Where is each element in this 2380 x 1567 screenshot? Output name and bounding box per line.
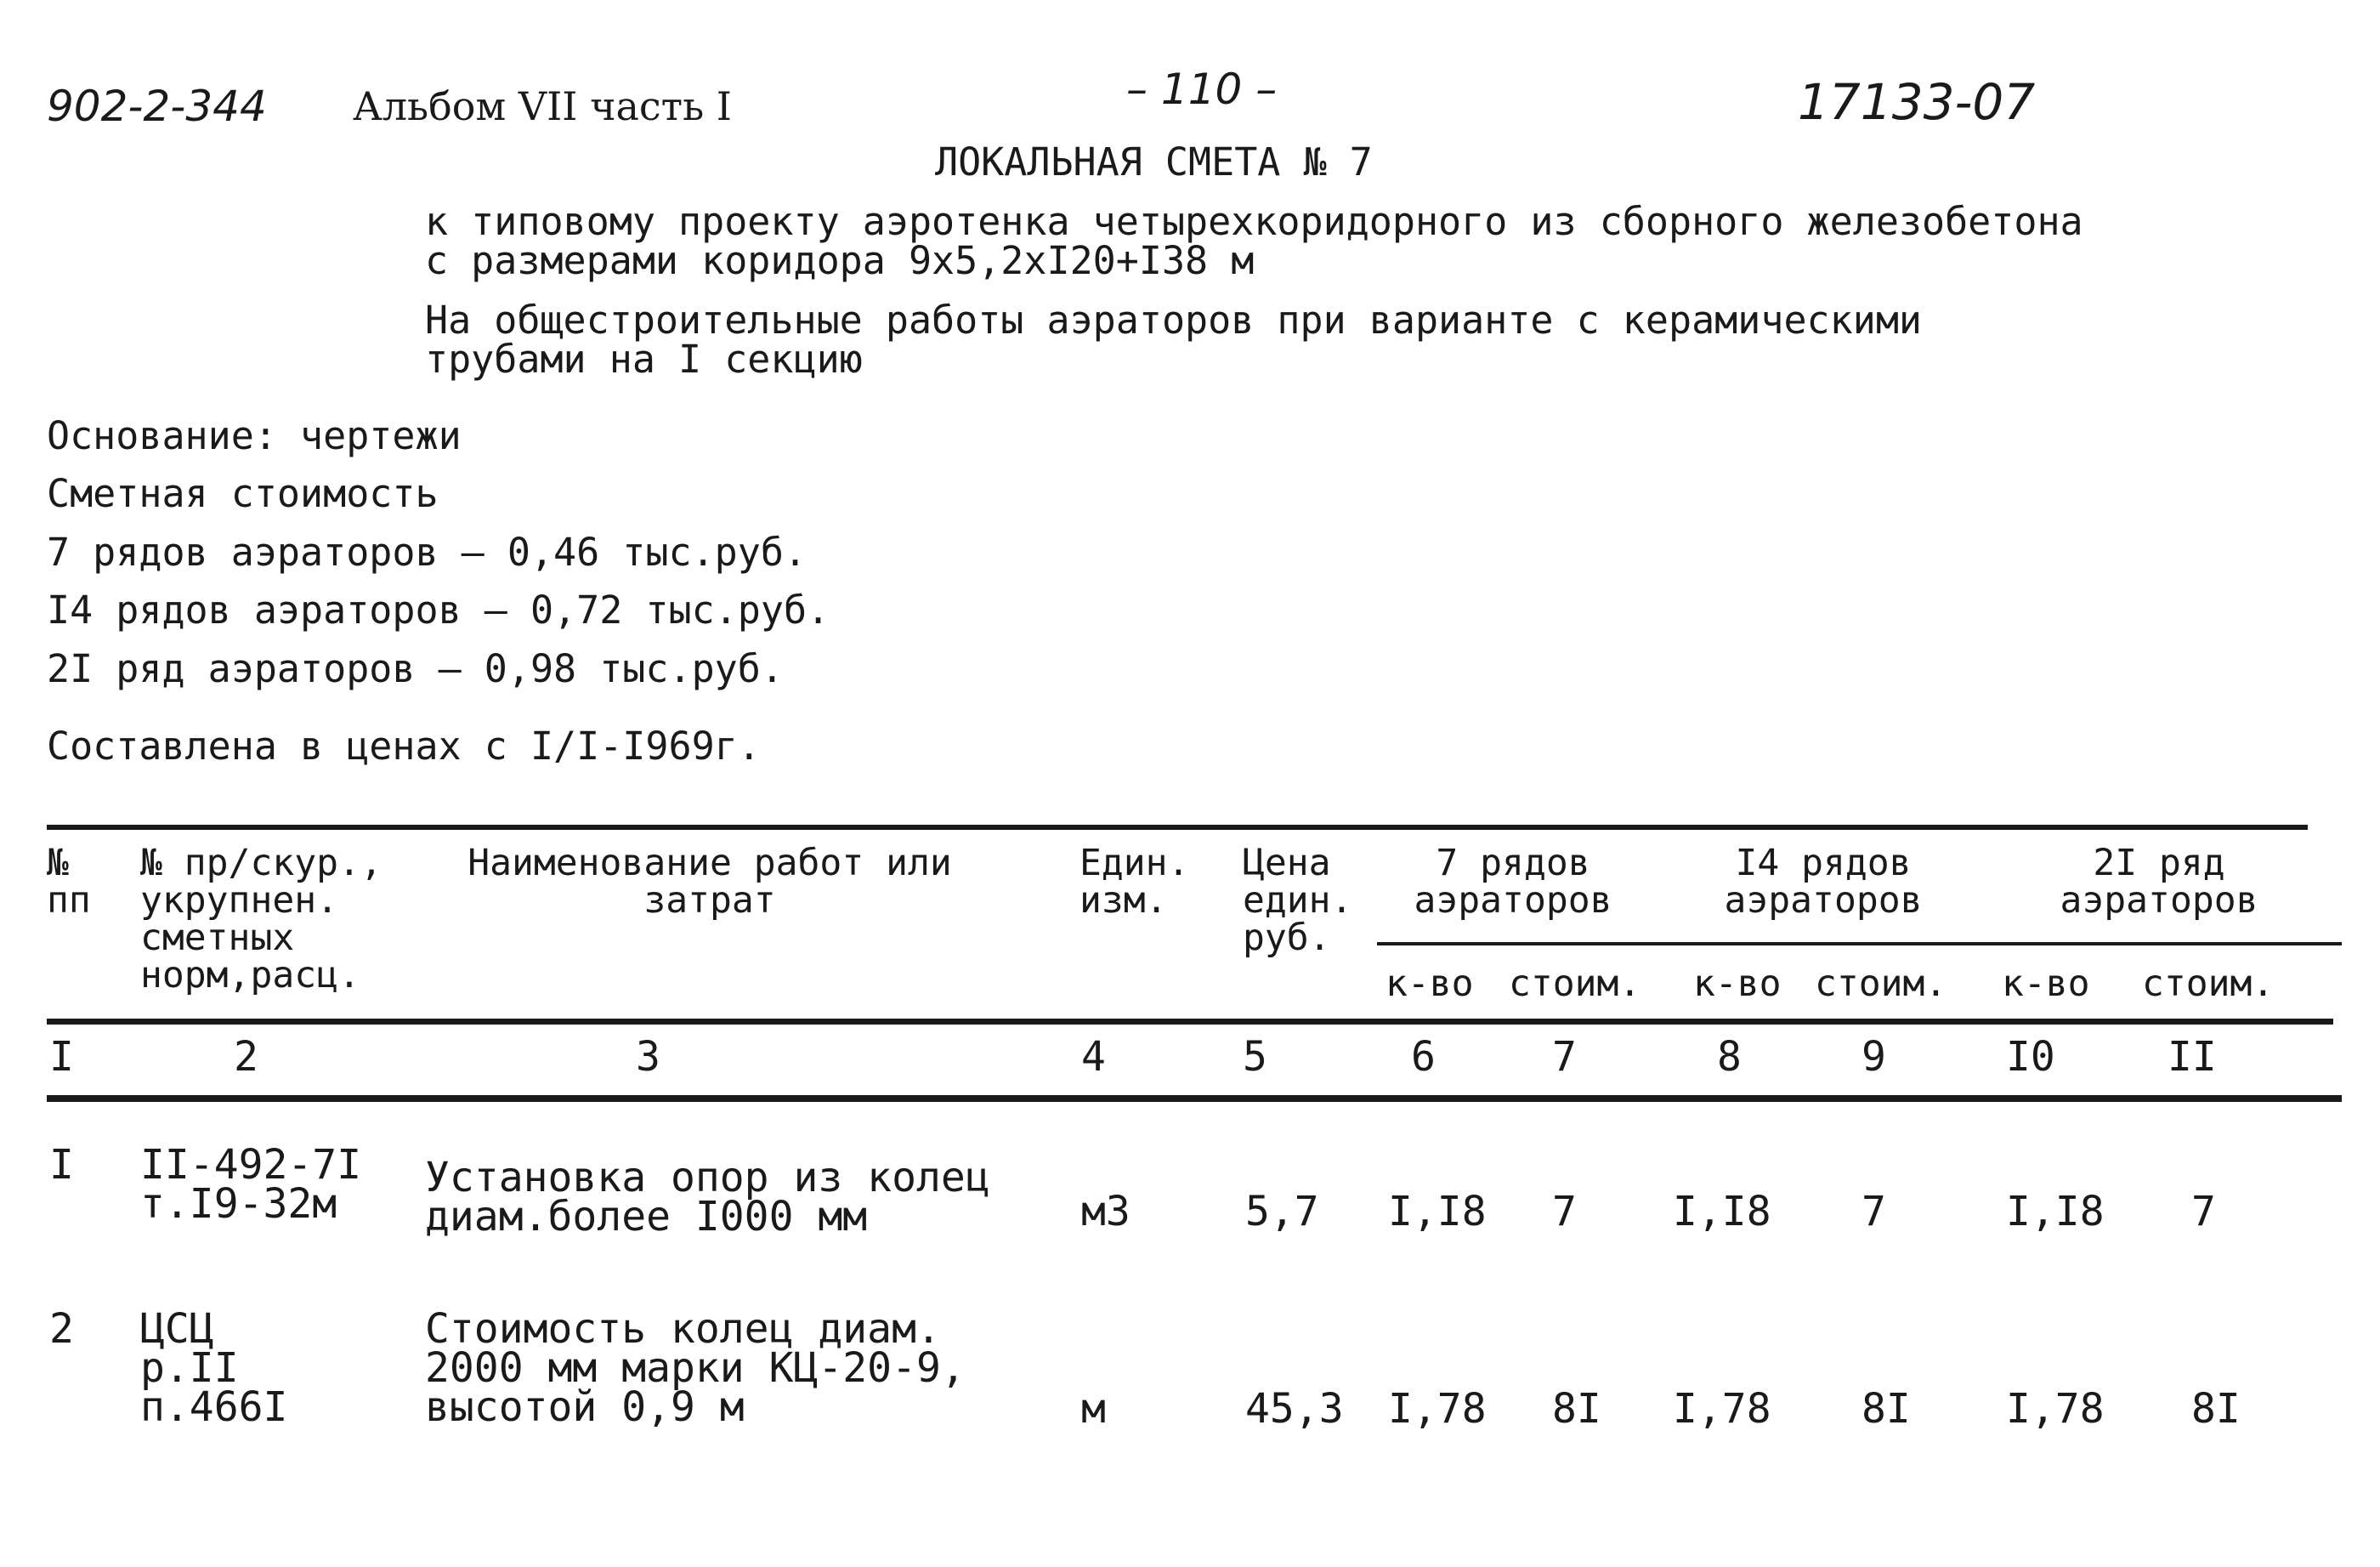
project-code: 902-2-344 <box>47 82 267 131</box>
header-norm-line-1: № пр/скур., <box>140 842 382 884</box>
table-row-2-cost-7: 8I <box>1552 1385 1601 1433</box>
subtitle-line-1: к типовому проекту аэротенка четырехкоридорного из сборного железобетона <box>425 199 2083 244</box>
row-1-name-line-1: Установка опор из колец <box>425 1154 990 1201</box>
header-group-7-line-1: 7 рядов <box>1436 842 1590 884</box>
header-num <box>47 842 91 922</box>
header-norm-line-4: норм,расц. <box>140 954 360 996</box>
header-num-line-1: № <box>47 842 69 884</box>
row-1-norm-line-1: II-492-7I <box>140 1141 362 1189</box>
table-row-1-name <box>425 1154 990 1241</box>
row-1-name-line-2: диам.более I000 мм <box>425 1193 868 1241</box>
subtitle-line-2: с размерами коридора 9х5,2хI20+I38 м <box>425 238 1255 283</box>
cost-label: Сметная стоимость <box>47 471 439 516</box>
table-row-2-norm <box>140 1305 288 1431</box>
header-qty-7: к-во <box>1386 962 1474 1005</box>
header-price-line-1: Цена <box>1243 842 1331 884</box>
header-group-21-line-1: 2I ряд <box>2093 842 2225 884</box>
table-row-2-price: 45,3 <box>1245 1385 1344 1433</box>
header-group-7-line-2: аэраторов <box>1414 879 1612 922</box>
column-number-8: 8 <box>1717 1033 1742 1081</box>
row-2-name-line-3: высотой 0,9 м <box>425 1383 745 1431</box>
header-unit-line-1: Един. <box>1080 842 1190 884</box>
header-cost-7: стоим. <box>1509 962 1641 1005</box>
column-number-11: II <box>2168 1033 2217 1081</box>
header-unit <box>1080 842 1190 922</box>
group-header-rule <box>1377 942 2342 945</box>
description-line-1: На общестроительные работы аэраторов при варианте с керамическими <box>425 298 1922 343</box>
table-row-2-cost-14: 8I <box>1862 1385 1911 1433</box>
document-number: 17133-07 <box>1798 73 2036 131</box>
header-group-21-line-2: аэраторов <box>2060 879 2258 922</box>
header-price-line-3: руб. <box>1243 917 1331 959</box>
header-qty-21: к-во <box>2002 962 2090 1005</box>
table-row-1-qty-7: I,I8 <box>1388 1188 1487 1235</box>
column-number-10: I0 <box>2006 1033 2055 1081</box>
header-name-line-2: затрат <box>643 879 776 922</box>
column-number-7: 7 <box>1552 1033 1577 1081</box>
table-row-1-norm <box>140 1141 362 1228</box>
header-bottom-rule <box>47 1019 2333 1025</box>
table-row-1-cost-21: 7 <box>2191 1188 2216 1235</box>
header-group-14-rows <box>1692 842 1955 922</box>
document-title: ЛОКАЛЬНАЯ СМЕТА № 7 <box>935 139 1373 185</box>
header-norm-line-3: сметных <box>140 917 295 959</box>
header-norm <box>140 844 382 994</box>
header-group-14-line-2: аэраторов <box>1724 879 1923 922</box>
header-price-line-2: един. <box>1243 879 1353 922</box>
header-cost-14: стоим. <box>1815 962 1947 1005</box>
table-row-2-name <box>425 1305 966 1431</box>
table-row-2-cost-21: 8I <box>2191 1385 2241 1433</box>
table-row-2-qty-7: I,78 <box>1388 1385 1487 1433</box>
row-2-norm-line-1: ЦСЦ <box>140 1305 214 1353</box>
table-row-2-unit: м <box>1081 1385 1106 1433</box>
row-2-name-line-2: 2000 мм марки КЦ-20-9, <box>425 1344 966 1392</box>
table-row-1-qty-21: I,I8 <box>2006 1188 2105 1235</box>
column-number-3: 3 <box>636 1033 660 1081</box>
table-row-2-qty-21: I,78 <box>2006 1385 2105 1433</box>
album-label: Альбом VII часть I <box>353 83 732 129</box>
column-numbers-rule <box>47 1095 2342 1102</box>
header-name-line-1: Наименование работ или <box>468 842 952 884</box>
cost-line-7-rows: 7 рядов аэраторов – 0,46 тыс.руб. <box>47 530 808 575</box>
header-norm-line-2: укрупнен. <box>140 879 338 922</box>
column-number-2: 2 <box>234 1033 258 1081</box>
header-cost-21: стоим. <box>2142 962 2275 1005</box>
header-name <box>446 842 973 922</box>
header-group-14-line-1: I4 рядов <box>1735 842 1912 884</box>
row-1-norm-line-2: т.I9-32м <box>140 1180 337 1228</box>
header-group-7-rows <box>1381 842 1645 922</box>
page-number: – 110 – <box>1126 65 1278 114</box>
description-line-2: трубами на I секцию <box>425 337 863 382</box>
row-2-norm-line-3: п.466I <box>140 1383 288 1431</box>
column-number-5: 5 <box>1243 1033 1267 1081</box>
column-number-6: 6 <box>1411 1033 1436 1081</box>
table-row-1-num: I <box>49 1141 74 1189</box>
table-row-1-cost-14: 7 <box>1862 1188 1886 1235</box>
column-number-9: 9 <box>1862 1033 1886 1081</box>
column-number-1: I <box>49 1033 74 1081</box>
table-row-1-cost-7: 7 <box>1552 1188 1577 1235</box>
column-number-4: 4 <box>1081 1033 1106 1081</box>
header-unit-line-2: изм. <box>1080 879 1168 922</box>
header-num-line-2: пп <box>47 879 91 922</box>
header-qty-14: к-во <box>1693 962 1782 1005</box>
table-row-1-unit: м3 <box>1081 1188 1130 1235</box>
table-row-1-price: 5,7 <box>1245 1188 1319 1235</box>
prices-note: Составлена в ценах с I/I-I969г. <box>47 724 761 769</box>
basis-text: Основание: чертежи <box>47 413 462 458</box>
cost-line-14-rows: I4 рядов аэраторов – 0,72 тыс.руб. <box>47 588 830 633</box>
row-2-name-line-1: Стоимость колец диам. <box>425 1305 941 1353</box>
table-row-2-qty-14: I,78 <box>1673 1385 1771 1433</box>
table-top-rule <box>47 825 2308 830</box>
table-row-1-qty-14: I,I8 <box>1673 1188 1771 1235</box>
table-row-2-num: 2 <box>49 1305 74 1353</box>
header-price <box>1243 844 1352 957</box>
cost-line-21-rows: 2I ряд аэраторов – 0,98 тыс.руб. <box>47 646 784 691</box>
header-group-21-rows <box>2023 842 2295 922</box>
row-2-norm-line-2: р.II <box>140 1344 239 1392</box>
